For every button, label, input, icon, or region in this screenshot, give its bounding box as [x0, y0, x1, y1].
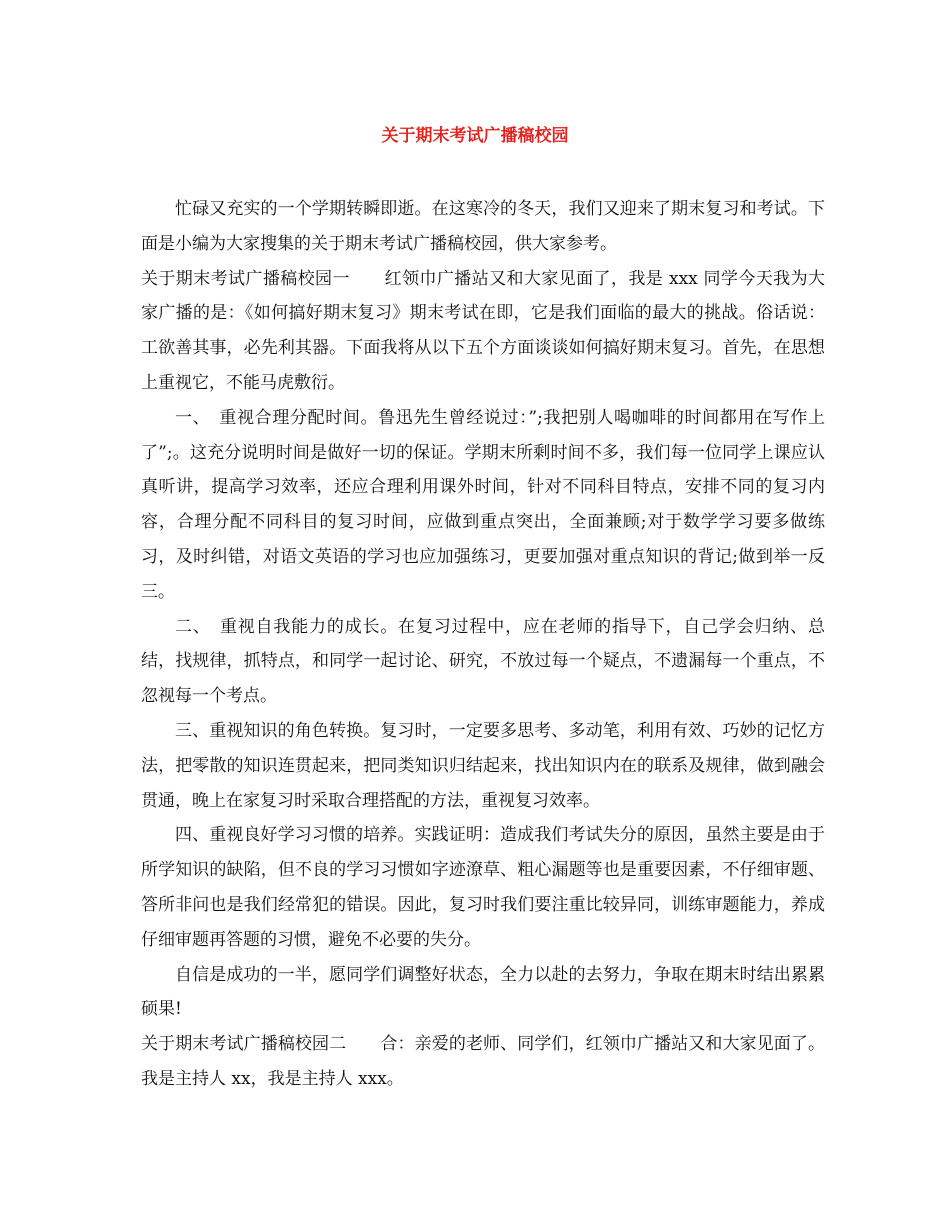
- paragraph-point-two: 二、 重视自我能力的成长。在复习过程中，应在老师的指导下，自己学会归纳、总结，找规律，抓特点，和同学一起讨论、研究，不放过每一个疑点，不遗漏每一个重点，不忽视每一个考点。: [141, 616, 825, 707]
- paragraph-conclusion: 自信是成功的一半，愿同学们调整好状态，全力以赴的去努力，争取在期末时结出累累硕果!: [141, 964, 825, 1020]
- paragraph-section-two-heading: 关于期末考试广播稿校园二 合：亲爱的老师、同学们，红领巾广播站又和大家见面了。我是主持人 xx，我是主持人 xxx。: [141, 1034, 825, 1089]
- paragraph-intro: 忙碌又充实的一个学期转瞬即逝。在这寒冷的冬天，我们又迎来了期末复习和考试。下面是小编为大家搜集的关于期末考试广播稿校园，供大家参考。: [141, 199, 825, 254]
- document-body: [141, 192, 825, 1097]
- paragraph-point-three: 三、重视知识的角色转换。复习时，一定要多思考、多动笔，利用有效、巧妙的记忆方法，把零散的知识连贯起来，把同类知识归结起来，找出知识内在的联系及规律，做到融会贯通，晚上在家复习时采取合理搭配的方法，重视复习效率。: [141, 720, 825, 811]
- document-title: 关于期末考试广播稿校园: [381, 126, 569, 146]
- paragraph-point-four: 四、重视良好学习习惯的培养。实践证明：造成我们考试失分的原因，虽然主要是由于所学知识的缺陷，但不良的学习习惯如字迹潦草、粗心漏题等也是重要因素，不仔细审题、答所非问也是我们经常犯的错误。因此，复习时我们要注重比较异同，训练审题能力，养成仔细审题再答题的习惯，避免不必要的失分。: [141, 825, 825, 950]
- paragraph-section-one-heading: 关于期末考试广播稿校园一 红领巾广播站又和大家见面了，我是 xxx 同学今天我为大家广播的是：《如何搞好期末复习》期末考试在即，它是我们面临的最大的挑战。俗话说：工欲善其事，必先利其器。下面我将从以下五个方面谈谈如何搞好期末复习。首先，在思想上重视它，不能马虎敷衍。: [141, 268, 825, 393]
- paragraph-point-one: 一、 重视合理分配时间。鲁迅先生曾经说过：”;我把别人喝咖啡的时间都用在写作上了”;。这充分说明时间是做好一切的保证。学期末所剩时间不多，我们每一位同学上课应认真听讲，提高学习效率，还应合理利用课外时间，针对不同科目特点，安排不同的复习内容，合理分配不同科目的复习时间，应做到重点突出，全面兼顾;对于数学学习要多做练习，及时纠错，对语文英语的学习也应加强练习，更要加强对重点知识的背记;做到举一反三。: [141, 407, 825, 602]
